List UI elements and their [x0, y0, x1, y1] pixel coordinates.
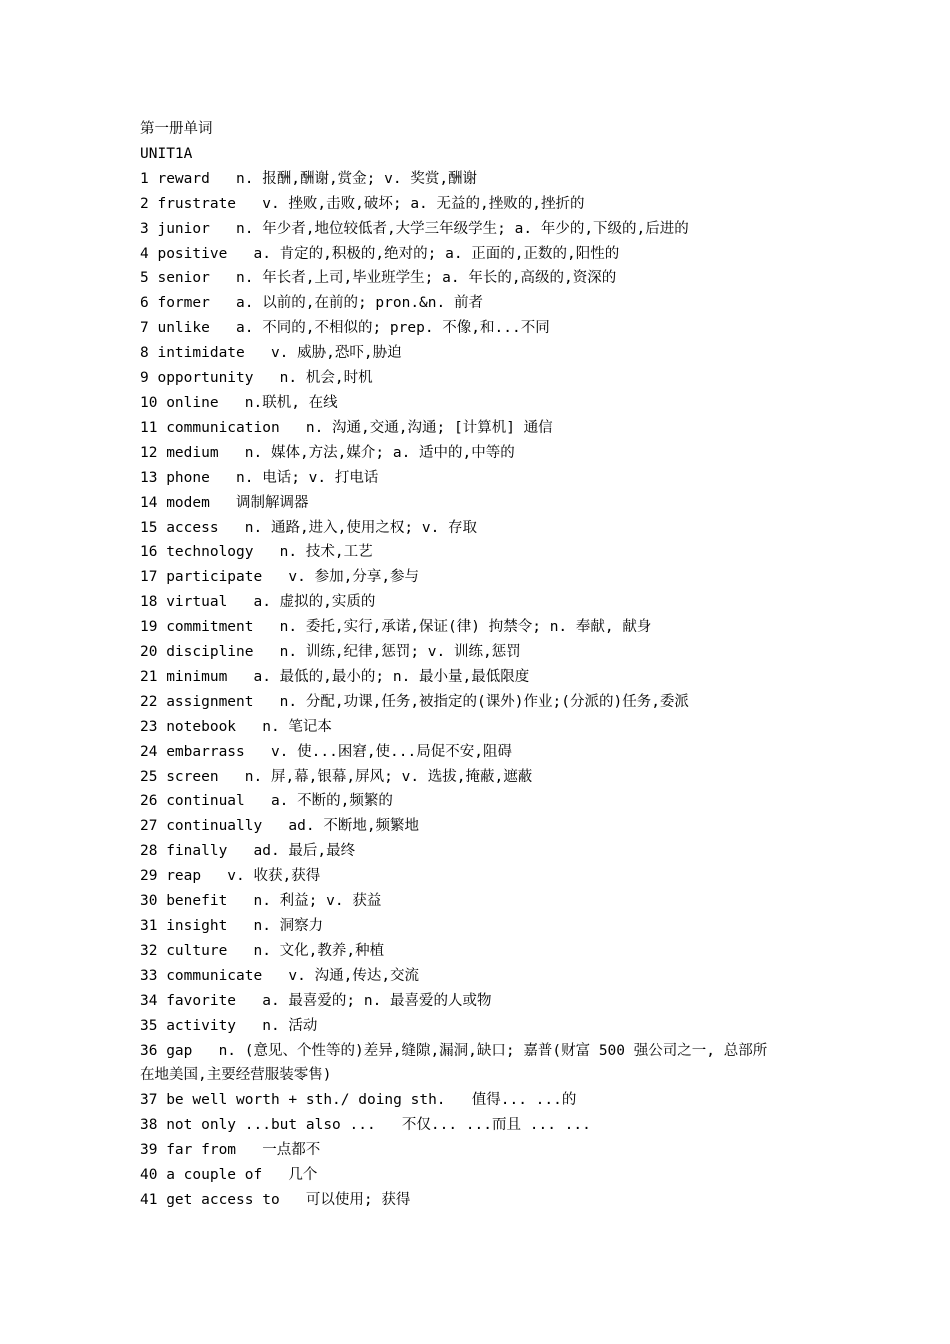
vocab-entry: 18 virtual a. 虚拟的,实质的 — [140, 594, 376, 611]
vocab-entry: 11 communication n. 沟通,交通,沟通; [计算机] 通信 — [140, 419, 553, 436]
vocab-entry: 31 insight n. 洞察力 — [140, 918, 324, 934]
vocab-entry: 30 benefit n. 利益; v. 获益 — [140, 893, 382, 910]
vocab-entry: 29 reap v. 收获,获得 — [140, 868, 321, 885]
vocab-entry: 7 unlike a. 不同的,不相似的; prep. 不像,和...不同 — [140, 320, 550, 337]
vocab-entry: 34 favorite a. 最喜爱的; n. 最喜爱的人或物 — [140, 992, 492, 1009]
vocab-entry: 2 frustrate v. 挫败,击败,破坏; a. 无益的,挫败的,挫折的 — [140, 195, 585, 212]
vocab-entry: 22 assignment n. 分配,功课,任务,被指定的(课外)作业;(分派的)任务,委派 — [140, 693, 689, 710]
vocab-entry: 4 positive a. 肯定的,积极的,绝对的; a. 正面的,正数的,阳性的 — [140, 245, 620, 262]
vocab-entry: 17 participate v. 参加,分享,参与 — [140, 569, 420, 586]
document-heading: 第一册单词 — [140, 121, 213, 137]
phrase-entry: 38 not only ...but also ... 不仅... ...而且 ... ... — [140, 1117, 591, 1134]
phrase-entry: 37 be well worth + sth./ doing sth. 值得... ...的 — [140, 1092, 577, 1109]
vocab-entry: 10 online n.联机, 在线 — [140, 394, 338, 411]
vocab-entry-gap-line-2: 在地美国,主要经营服装零售) — [140, 1067, 332, 1084]
vocab-entry: 24 embarrass v. 使...困窘,使...局促不安,阻碍 — [140, 743, 512, 760]
phrase-entry: 39 far from 一点都不 — [140, 1142, 321, 1159]
vocab-entry: 25 screen n. 屏,幕,银幕,屏风; v. 选拔,掩蔽,遮蔽 — [140, 768, 533, 785]
vocab-entry: 8 intimidate v. 威胁,恐吓,胁迫 — [140, 345, 402, 362]
vocab-entry: 9 opportunity n. 机会,时机 — [140, 370, 373, 387]
vocab-entry: 14 modem 调制解调器 — [140, 494, 309, 511]
vocab-entry: 23 notebook n. 笔记本 — [140, 718, 332, 735]
vocab-entry: 1 reward n. 报酬,酬谢,赏金; v. 奖赏,酬谢 — [140, 170, 478, 187]
vocab-entry: 6 former a. 以前的,在前的; pron.&n. 前者 — [140, 295, 483, 312]
vocab-entry: 32 culture n. 文化,教养,种植 — [140, 942, 385, 959]
vocab-entry: 20 discipline n. 训练,纪律,惩罚; v. 训练,惩罚 — [140, 644, 521, 661]
vocab-entry: 35 activity n. 活动 — [140, 1017, 318, 1034]
vocab-entry: 13 phone n. 电话; v. 打电话 — [140, 469, 379, 486]
vocab-entry: 33 communicate v. 沟通,传达,交流 — [140, 967, 420, 984]
vocab-entry: 27 continually ad. 不断地,频繁地 — [140, 818, 420, 835]
vocab-entry: 12 medium n. 媒体,方法,媒介; a. 适中的,中等的 — [140, 444, 515, 461]
phrase-entry: 40 a couple of 几个 — [140, 1167, 318, 1184]
vocab-entry-gap-line-1: 36 gap n. (意见、个性等的)差异,缝隙,漏洞,缺口; 嘉普(财富 500 强公司之一, 总部所 — [140, 1042, 768, 1059]
unit-title: UNIT1A — [140, 145, 193, 162]
vocab-entry: 19 commitment n. 委托,实行,承诺,保证(律) 拘禁令; n. 奉献, 献身 — [140, 619, 652, 636]
vocab-entry: 21 minimum a. 最低的,最小的; n. 最小量,最低限度 — [140, 668, 530, 685]
word-list-document — [140, 117, 830, 1213]
vocab-entry: 28 finally ad. 最后,最终 — [140, 843, 356, 860]
vocab-entry: 5 senior n. 年长者,上司,毕业班学生; a. 年长的,高级的,资深的 — [140, 270, 617, 287]
phrase-entry: 41 get access to 可以使用; 获得 — [140, 1191, 411, 1208]
vocab-entry: 16 technology n. 技术,工艺 — [140, 544, 373, 561]
vocab-entry: 26 continual a. 不断的,频繁的 — [140, 793, 393, 810]
vocab-entry: 3 junior n. 年少者,地位较低者,大学三年级学生; a. 年少的,下级的,后进的 — [140, 220, 689, 237]
vocab-entry: 15 access n. 通路,进入,使用之权; v. 存取 — [140, 519, 478, 536]
